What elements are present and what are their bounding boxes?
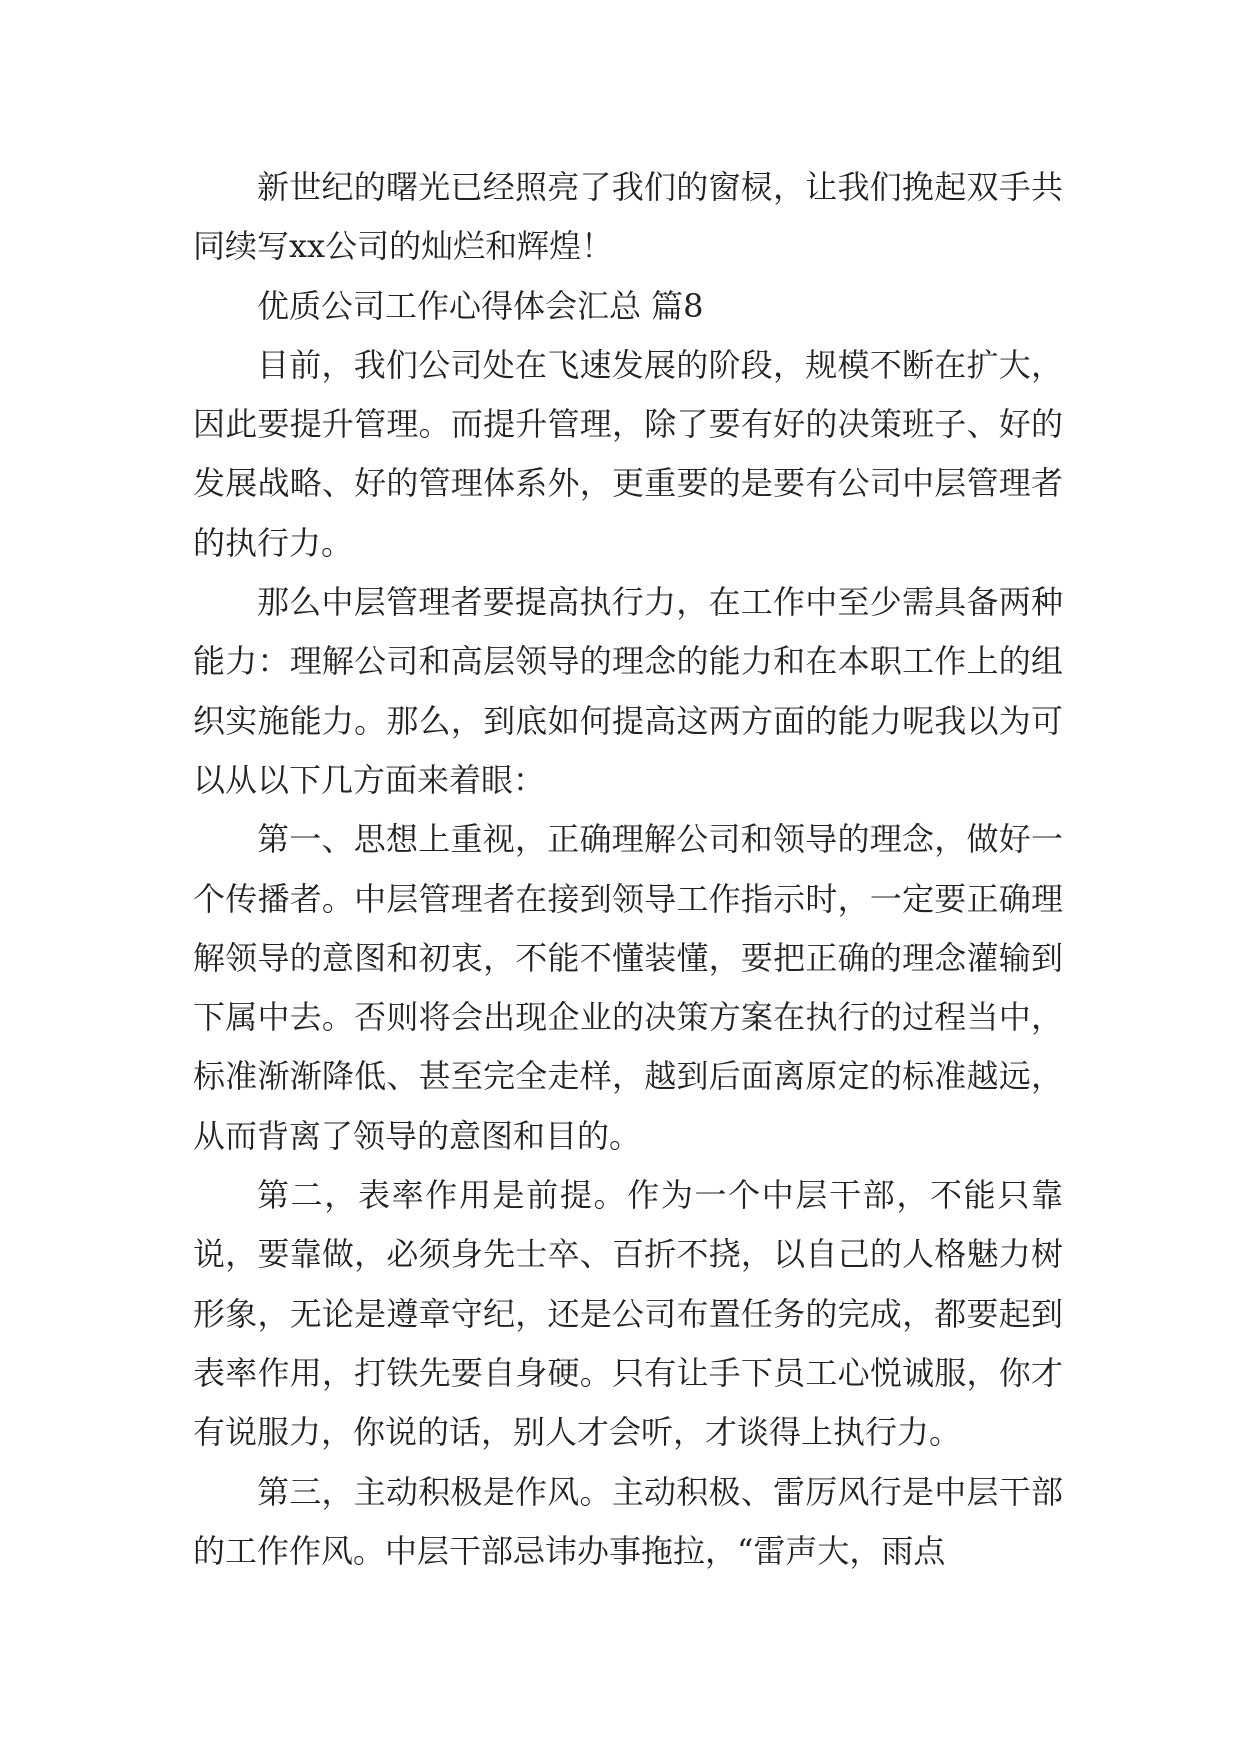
section-heading: 优质公司工作心得体会汇总 篇8 (257, 286, 704, 325)
point-three-paragraph: 第三，主动积极是作风。主动积极、雷厉风行是中层干部的工作作风。中层干部忌讳办事拖拉，“雷声大，雨点 (193, 1472, 1063, 1570)
closing-paragraph: 新世纪的曙光已经照亮了我们的窗棂，让我们挽起双手共同续写xx公司的灿烂和辉煌！ (193, 168, 1063, 266)
point-two-paragraph: 第二，表率作用是前提。作为一个中层干部，不能只靠说，要靠做，必须身先士卒、百折不挠，以自己的人格魅力树形象，无论是遵章守纪，还是公司布置任务的完成，都要起到表率作用，打铁先要自身硬。只有让手下员工心悦诚服，你才有说服力，你说的话，别人才会听，才谈得上执行力。 (193, 1176, 1063, 1452)
abilities-paragraph: 那么中层管理者要提高执行力，在工作中至少需具备两种能力：理解公司和高层领导的理念的能力和在本职工作上的组织实施能力。那么，到底如何提高这两方面的能力呢我以为可以从以下几方面来着眼： (193, 583, 1063, 799)
document-body (193, 158, 1063, 1581)
intro-paragraph: 目前，我们公司处在飞速发展的阶段，规模不断在扩大，因此要提升管理。而提升管理，除了要有好的决策班子、好的发展战略、好的管理体系外，更重要的是要有公司中层管理者的执行力。 (193, 345, 1063, 562)
point-one-paragraph: 第一、思想上重视，正确理解公司和领导的理念，做好一个传播者。中层管理者在接到领导工作指示时，一定要正确理解领导的意图和初衷，不能不懂装懂，要把正确的理念灌输到下属中去。否则将会出现企业的决策方案在执行的过程当中，标准渐渐降低、甚至完全走样，越到后面离原定的标准越远，从而背离了领导的意图和目的。 (193, 820, 1063, 1155)
